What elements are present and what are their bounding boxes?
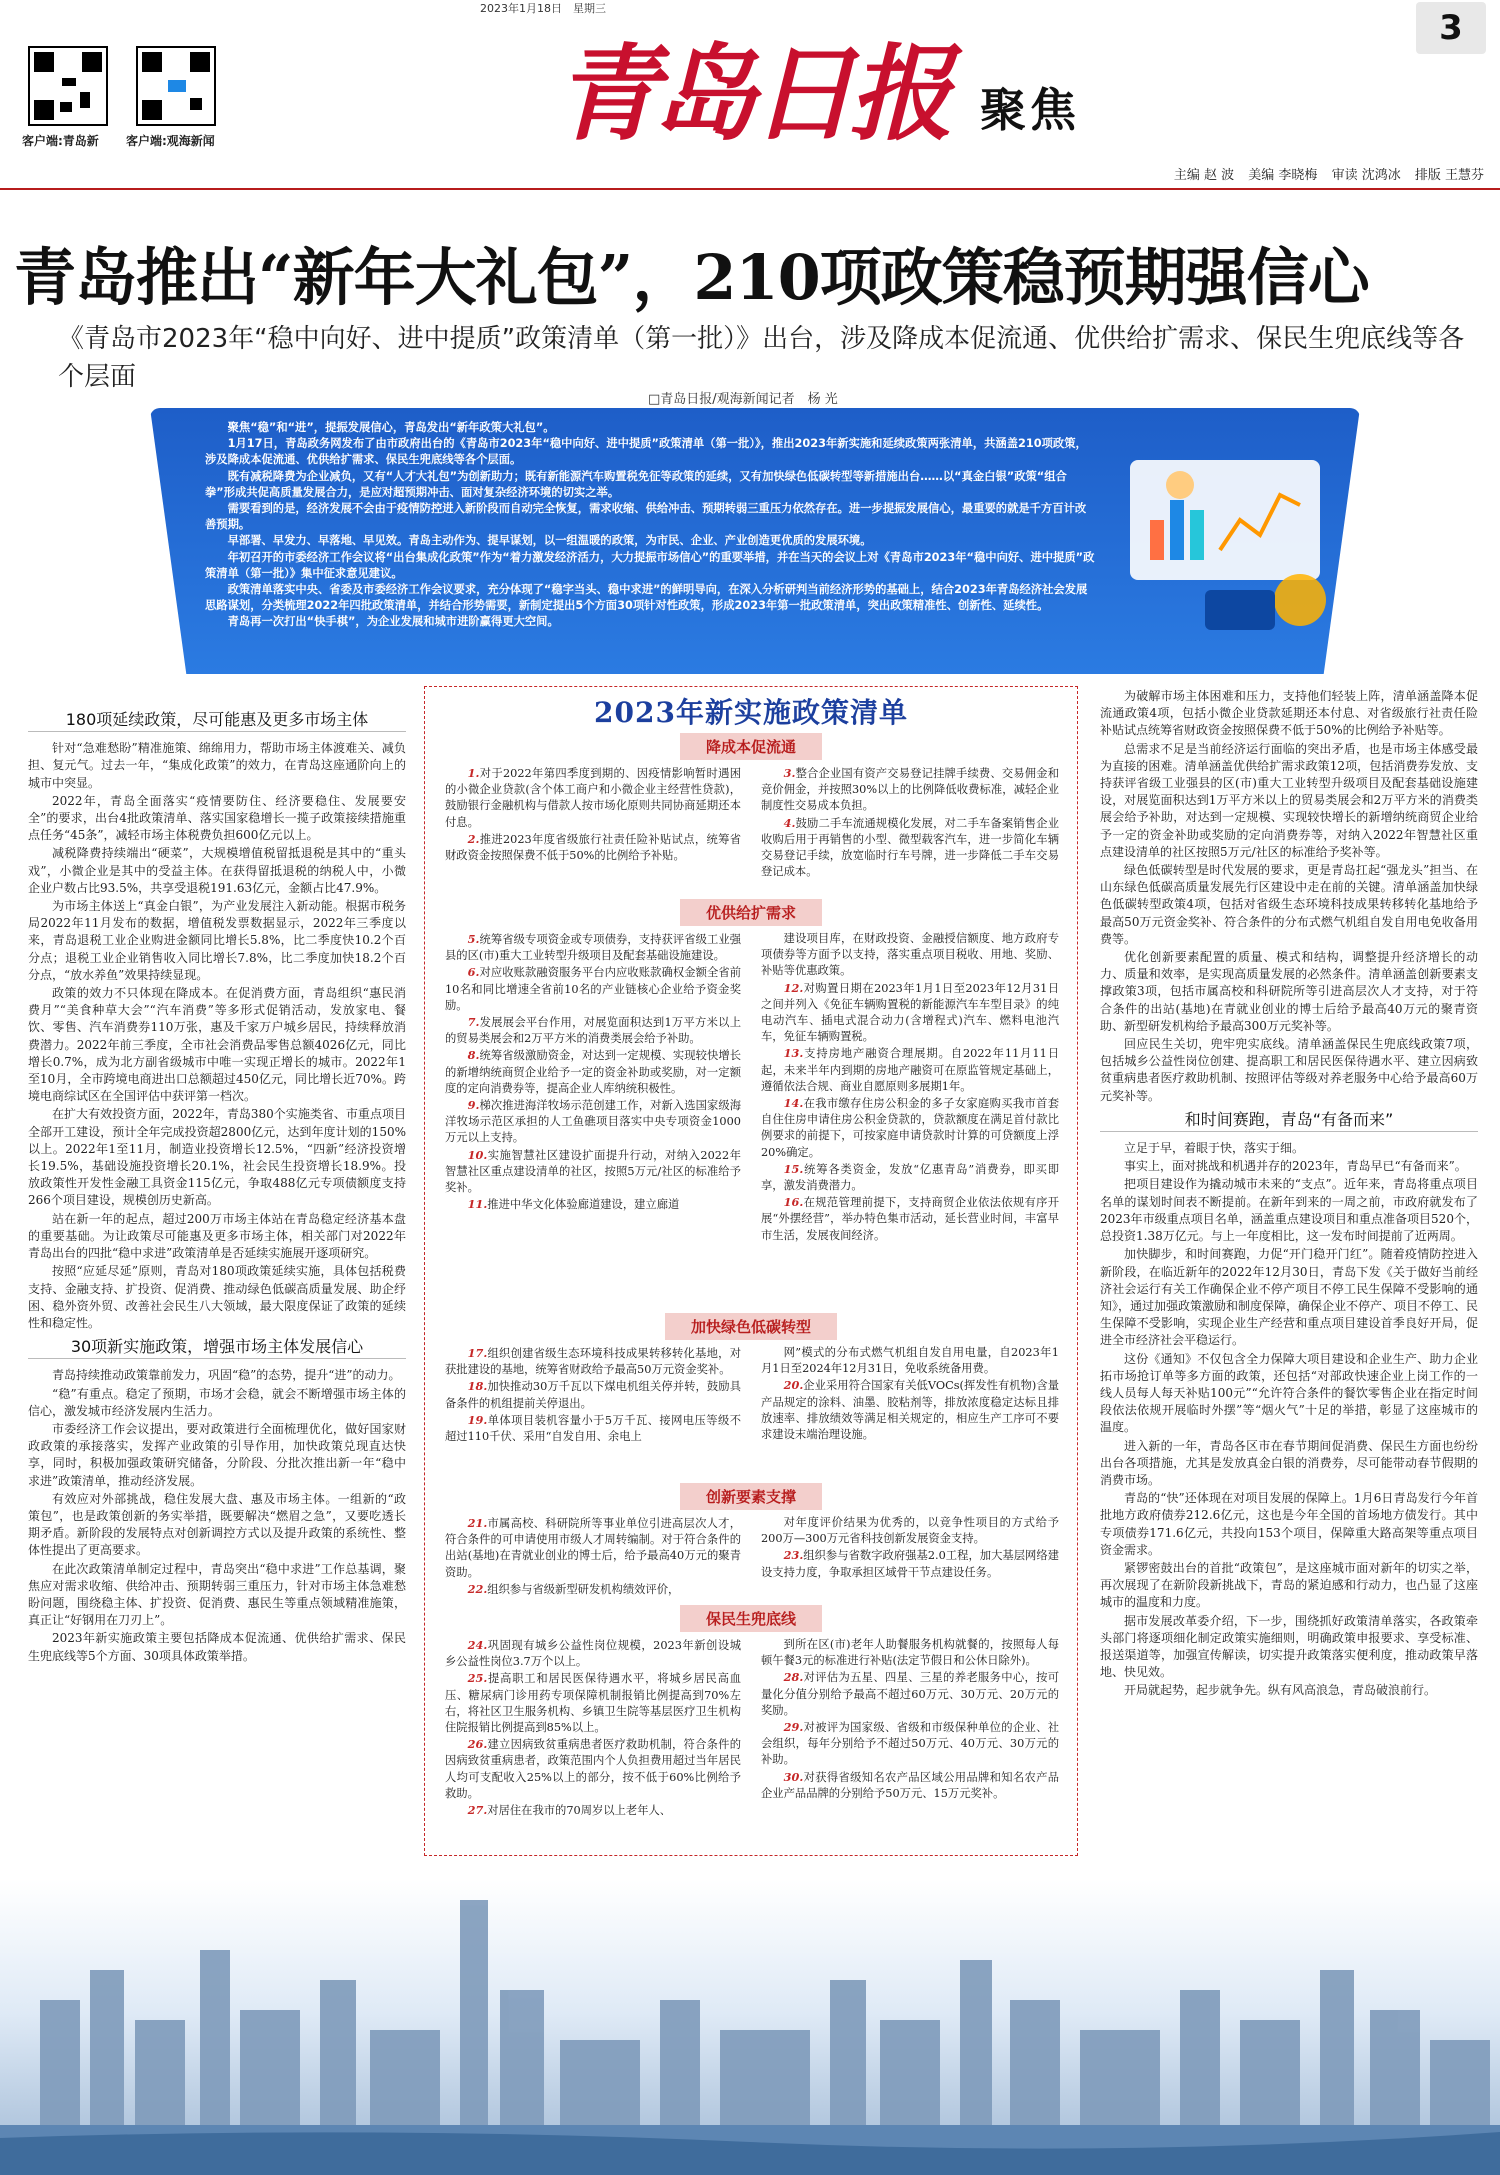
paragraph: 为市场主体送上“真金白银”，为产业发展注入新动能。根据市税务局2022年11月发布的数据，增值税发票数据显示，2022年三季度以来，青岛退税工业企业购进金额同比增长5.8%，比二季度快10.2个百分点；退税工业企业销售收入同比增长7.8%，比二季度加快18.2个百分点，“放水养鱼”效果持续显现。 bbox=[28, 899, 406, 982]
intro-paragraph: 政策清单落实中央、省委及市委经济工作会议要求，充分体现了“稳字当头、稳中求进”的鲜明导向，在深入分析研判当前经济形势的基础上，结合2023年青岛经济社会发展思路谋划，分类梳理2022年四批政策清单，并结合形势需要，新制定提出5个方面30项针对性政策，形成2023年第一批政策清单，突出政策精准性、创新性、延续性。 bbox=[205, 583, 1088, 613]
policy-number: 12 bbox=[783, 980, 800, 995]
policy-number: 28 bbox=[783, 1670, 800, 1685]
policy-number: 5 bbox=[467, 932, 476, 946]
policy-item: 22.组织参与省级新型研发机构绩效评价， bbox=[467, 1581, 680, 1596]
qr-code-icon bbox=[136, 46, 216, 126]
policy-text: 对评估为五星、四星、三星的养老服务中心，按可量化分值分别给予最高不超过60万元、30万元、20万元的奖励。 bbox=[761, 1671, 1059, 1717]
policy-text: 推进中华文化体验廊道建设，建立廊道 bbox=[487, 1198, 680, 1212]
category-label: 加快绿色低碳转型 bbox=[665, 1313, 837, 1340]
city-skyline-photo bbox=[0, 1880, 1500, 2175]
policy-text: 整合企业国有资产交易登记挂牌手续费、交易佣金和竞价佣金，并按照30%以上的比例降低收费标准，减轻企业制度性交易成本负担。 bbox=[761, 767, 1059, 813]
section-heading: 和时间赛跑，青岛“有备而来” bbox=[1100, 1111, 1478, 1132]
policy-item: 26.建立因病致贫重病患者医疗救助机制，符合条件的因病致贫重病患者，政策范围内个人负担费用超过当年居民人均可支配收入25%以上的部分，按不低于60%比例给予救助。 bbox=[445, 1737, 741, 1800]
category-label: 创新要素支撑 bbox=[680, 1483, 822, 1510]
policy-text: 统筹各类资金，发放“亿惠青岛”消费券，即买即享，激发消费潜力。 bbox=[761, 1162, 1059, 1193]
policy-item bbox=[761, 1515, 1059, 1547]
policy-text: 建立因病致贫重病患者医疗救助机制，符合条件的因病致贫重病患者，政策范围内个人负担费用超过当年居民人均可支配收入25%以上的部分，按不低于60%比例给予救助。 bbox=[445, 1738, 741, 1800]
policy-text: 在我市缴存住房公积金的多子女家庭购买我市首套自住住房申请住房公积金贷款的，贷款额度在满足首付款比例要求的前提下，可按家庭申请贷款时计算的可贷额度上浮20%确定。 bbox=[761, 1097, 1059, 1159]
policy-text: 单体项目装机容量小于5万千瓦、接网电压等级不超过110千伏、采用“自发自用、余电上 bbox=[445, 1413, 741, 1444]
paragraph: 青岛的“快”还体现在对项目发展的保障上。1月6日青岛发行今年首批地方政府债券212.6亿元，这也是今年全国的首场地方债发行。其中专项债券171.6亿元，共投向153个项目，保障重大路高架等重点项目资金需求。 bbox=[1100, 1491, 1478, 1557]
policy-item: 29.对被评为国家级、省级和市级保种单位的企业、社会组织，每年分别给予不超过50万元、40万元、30万元的补助。 bbox=[761, 1720, 1059, 1767]
policy-number: 11 bbox=[467, 1197, 484, 1212]
paragraph: 针对“急难愁盼”精准施策、绵绵用力，帮助市场主体渡难关、减负担、复元气。过去一年，“集成化政策”的效力，在青岛这座通阶向上的城市中突显。 bbox=[28, 741, 406, 790]
policy-column bbox=[445, 1345, 741, 1445]
policy-item: 17.组织创建省级生态环境科技成果转移转化基地，对获批建设的基地，统筹省财政给予最高50万元资金奖补。 bbox=[445, 1346, 741, 1377]
policy-list-box bbox=[424, 686, 1078, 1856]
policy-text: 巩固现有城乡公益性岗位规模，2023年新创设城乡公益性岗位3.7万个以上。 bbox=[445, 1639, 741, 1669]
intro-paragraph: 聚焦“稳”和“进”，提振发展信心，青岛发出“新年政策大礼包”。 bbox=[227, 421, 555, 434]
policy-text: 对应收账款融资服务平台内应收账款确权金额全省前10名和同比增速全省前10名的产业链核心企业给予资金奖励。 bbox=[445, 966, 741, 1012]
policy-text: 统筹省级专项资金或专项债券，支持获评省级工业强县的区(市)重大工业转型升级项目及配套基础设施建设。 bbox=[445, 933, 741, 963]
policy-number: 30 bbox=[783, 1769, 800, 1784]
policy-item: 3.整合企业国有资产交易登记挂牌手续费、交易佣金和竞价佣金，并按照30%以上的比例降低收费标准，减轻企业制度性交易成本负担。 bbox=[761, 766, 1059, 813]
byline: □青岛日报/观海新闻记者 杨 光 bbox=[648, 392, 838, 407]
section-heading: 180项延续政策，尽可能惠及更多市场主体 bbox=[28, 711, 406, 732]
policy-number: 21 bbox=[467, 1516, 484, 1530]
paragraph: 有效应对外部挑战，稳住发展大盘、惠及市场主体。一组新的“政策包”，也是政策创新的务实举措，既要解决“燃眉之急”，又要吃透长期矛盾。新阶段的发展特点对创新调控方式以及提升政策的系统性、整体性提出了更高要求。 bbox=[28, 1491, 406, 1558]
policy-number: 13 bbox=[783, 1046, 800, 1061]
policy-item: 25.提高职工和居民医保待遇水平，将城乡居民高血压、糖尿病门诊用药专项保障机制报销比例提高到70%左右，将社区卫生服务机构、乡镇卫生院等基层医疗卫生机构住院报销比例提高到85%以上。 bbox=[445, 1671, 741, 1735]
policy-item: 7.发展展会平台作用，对展览面积达到1万平方米以上的贸易类展会和2万平方米的消费类展会给予补助。 bbox=[445, 1015, 741, 1046]
policy-text: 在规范管理前提下，支持商贸企业依法依规有序开展“外摆经营”，举办特色集市活动，延长营业时间，丰富早市生活，发展夜间经济。 bbox=[761, 1196, 1059, 1242]
policy-text: 对被评为国家级、省级和市级保种单位的企业、社会组织，每年分别给予不超过50万元、40万元、30万元的补助。 bbox=[761, 1721, 1059, 1767]
category-label: 优供给扩需求 bbox=[680, 899, 822, 926]
policy-column bbox=[761, 1515, 1059, 1581]
intro-paragraph: 既有减税降费为企业减负，又有“人才大礼包”为创新助力；既有新能源汽车购置税免征等政策的延续，又有加快绿色低碳转型等新措施出台……以“真金白银”政策“组合拳”形成共促高质量发展合力，是应对超预期冲击、面对复杂经济环境的切实之举。 bbox=[205, 469, 1067, 499]
policy-item bbox=[761, 931, 1059, 980]
intro-paragraph: 早部署、早发力、早落地、早见效。青岛主动作为、提早谋划，以一组温暖的政策，为市民、企业、产业创造更优质的发展环境。 bbox=[227, 534, 872, 548]
intro-paragraph: 青岛再一次打出“快手棋”，为企业发展和城市进阶赢得更大空间。 bbox=[227, 615, 559, 629]
policy-column bbox=[761, 765, 1059, 880]
policy-column bbox=[445, 931, 741, 1213]
policy-text: 对于2022年第四季度到期的、因疫情影响暂时遇困的小微企业贷款(含个体工商户和小微企业主经营性贷款)，鼓励银行金融机构与借款人按市场化原则共同协商延期还本付息。 bbox=[445, 767, 741, 829]
paragraph: 按照“应延尽延”原则，青岛对180项政策延续实施，具体包括税费支持、金融支持、扩投资、促消费、推动绿色低碳高质量发展、助企纾困、稳外资外贸、改善社会民生八大领域，最大限度保证了政策的延续性和稳定性。 bbox=[28, 1264, 406, 1330]
policy-text: 到所在区(市)老年人助餐服务机构就餐的，按照每人每顿午餐3元的标准进行补贴(法定节假日和公休日除外)。 bbox=[761, 1638, 1059, 1668]
policy-item: 9.梯次推进海洋牧场示范创建工作，对新入选国家级海洋牧场示范区承担的人工鱼礁项目落实中央专项资金1000万元以上支持。 bbox=[445, 1098, 741, 1145]
policy-number: 9 bbox=[467, 1098, 476, 1113]
policy-number: 7 bbox=[467, 1015, 476, 1030]
intro-paragraph: 1月17日，青岛政务网发布了由市政府出台的《青岛市2023年“稳中向好、进中提质”政策清单（第一批）》，推出2023年新实施和延续政策两张清单，共涵盖210项政策，涉及降成本促流通、优供给扩需求、保民生兜底线等各个层面。 bbox=[205, 437, 1087, 467]
paragraph: 回应民生关切，兜牢兜实底线。清单涵盖保民生兜底线政策7项，包括城乡公益性岗位创建、提高职工和居民医保待遇水平、建立因病致贫重病患者医疗救助机制、按照评估等级对养老服务中心给予最高60万元奖补等。 bbox=[1100, 1037, 1478, 1103]
paragraph: 站在新一年的起点，超过200万市场主体站在青岛稳定经济基本盘的重要基础。为让政策尽可能惠及更多市场主体，相关部门对2022年青岛出台的四批“稳中求进”政策清单是否延续实施展开逐项研究。 bbox=[28, 1211, 406, 1261]
policy-number: 16 bbox=[783, 1195, 800, 1210]
qr-code-icon bbox=[28, 46, 108, 126]
policy-number: 15 bbox=[783, 1161, 800, 1176]
policy-item: 11.推进中华文化体验廊道建设，建立廊道 bbox=[467, 1197, 680, 1212]
policy-item: 6.对应收账款融资服务平台内应收账款确权金额全省前10名和同比增速全省前10名的产业链核心企业给予资金奖励。 bbox=[445, 965, 741, 1012]
newspaper-logo bbox=[545, 30, 965, 150]
paragraph: “稳”有重点。稳定了预期，市场才会稳，就会不断增强市场主体的信心，激发城市经济发展内生活力。 bbox=[28, 1386, 406, 1418]
qr-caption: 客户端:观海新闻 bbox=[126, 134, 215, 148]
data-illustration-icon bbox=[1110, 440, 1340, 640]
policy-number: 26 bbox=[467, 1737, 484, 1752]
top-bar bbox=[0, 0, 1500, 14]
policy-text: 组织参与省数字政府强基2.0工程，加大基层网络建设支持力度，争取承担区域骨干节点建设任务。 bbox=[761, 1549, 1059, 1579]
policy-text: 支持房地产融资合理展期。自2022年11月11日起，未来半年内到期的房地产融资可在原监管规定基础上，遵循依法合规、商业自愿原则多展期1年。 bbox=[761, 1047, 1059, 1093]
policy-number: 4 bbox=[783, 815, 792, 830]
paragraph: 在扩大有效投资方面，2022年，青岛380个实施类省、市重点项目全部开工建设，预计全年完成投资超2800亿元，达到年度计划的150%以上。2022年1至11月，制造业投资增长12.5%，“四新”经济投资增长19.5%，基础设施投资增长20.1%，社会民生投资增长18.9%。投放政策性开发性金融工具资金115亿元，争取488亿元专项债额度支持266个项目建设，规模创历史新高。 bbox=[28, 1107, 406, 1208]
policy-text: 梯次推进海洋牧场示范创建工作，对新入选国家级海洋牧场示范区承担的人工鱼礁项目落实中央专项资金1000万元以上支持。 bbox=[445, 1099, 741, 1145]
policy-number: 10 bbox=[467, 1147, 484, 1162]
policy-item: 5.统筹省级专项资金或专项债券，支持获评省级工业强县的区(市)重大工业转型升级项目及配套基础设施建设。 bbox=[445, 932, 741, 963]
paragraph: 据市发展改革委介绍，下一步，围绕抓好政策清单落实，各政策牵头部门将逐项细化制定政策实施细则，明确政策申报要求、享受标准、报送渠道等，加强宣传解读，切实提升政策落实便利度，推动政策早落地、快见效。 bbox=[1100, 1613, 1478, 1680]
issue-date: 2023年1月18日 星期三 bbox=[480, 2, 606, 15]
policy-text: 推进2023年度省级旅行社责任险补贴试点，统筹省财政资金按照保费不低于50%的比例给予补贴。 bbox=[445, 832, 741, 863]
policy-item: 21.市属高校、科研院所等事业单位引进高层次人才，符合条件的可申请使用市级人才周转编制。对于符合条件的出站(基地)在青就业创业的博士后，给予最高40万元的聚青资助。 bbox=[445, 1516, 741, 1579]
policy-text: 对购置日期在2023年1月1日至2023年12月31日之间并列入《免征车辆购置税的新能源汽车车型目录》的纯电动汽车、插电式混合动力(含增程式)汽车、燃料电池汽车，免征车辆购置税。 bbox=[761, 981, 1059, 1044]
paragraph: 在此次政策清单制定过程中，青岛突出“稳中求进”工作总基调，聚焦应对需求收缩、供给冲击、预期转弱三重压力，针对市场主体急难愁盼问题，围绕稳主体、扩投资、促消费、惠民生等重点领域精准施策，真正让“好钢用在刀刃上”。 bbox=[28, 1561, 406, 1628]
policy-number: 17 bbox=[467, 1346, 484, 1360]
policy-text: 对获得省级知名农产品区域公用品牌和知名农产品企业产品品牌的分别给予50万元、15万元奖补。 bbox=[761, 1770, 1059, 1800]
headline: 青岛推出“新年大礼包”，210项政策稳预期强信心 bbox=[14, 241, 1369, 314]
policy-item: 19.单体项目装机容量小于5万千瓦、接网电压等级不超过110千伏、采用“自发自用、余电上 bbox=[445, 1412, 741, 1444]
policy-item bbox=[761, 1345, 1059, 1377]
editor-credit: 审读 沈鸿冰 bbox=[1331, 168, 1401, 183]
paragraph: 青岛持续推动政策靠前发力，巩固“稳”的态势，提升“进”的动力。 bbox=[52, 1368, 401, 1383]
policy-number: 1 bbox=[467, 766, 476, 780]
policy-text: 统筹省级激励资金，对达到一定规模、实现较快增长的新增纳统商贸企业给予一定的资金补助或奖励，对一定额度的定向消费券等，提高企业人库纳统积极性。 bbox=[445, 1049, 741, 1095]
policy-item: 15.统筹各类资金，发放“亿惠青岛”消费券，即买即享，激发消费潜力。 bbox=[761, 1161, 1059, 1193]
policy-text: 发展展会平台作用，对展览面积达到1万平方米以上的贸易类展会和2万平方米的消费类展会给予补助。 bbox=[445, 1016, 741, 1046]
policy-text: 加快推动30万千瓦以下煤电机组关停并转，鼓励具备条件的机组提前关停退出。 bbox=[445, 1380, 741, 1410]
policy-item: 14.在我市缴存住房公积金的多子女家庭购买我市首套自住住房申请住房公积金贷款的，贷款额度在满足首付款比例要求的前提下，可按家庭申请贷款时计算的可贷额度上浮20%确定。 bbox=[761, 1096, 1059, 1159]
policy-column bbox=[445, 1637, 741, 1819]
policy-item: 27.对居住在我市的70周岁以上老年人、 bbox=[467, 1803, 672, 1818]
policy-text: 市属高校、科研院所等事业单位引进高层次人才，符合条件的可申请使用市级人才周转编制。对于符合条件的出站(基地)在青就业创业的博士后，给予最高40万元的聚青资助。 bbox=[445, 1517, 741, 1579]
paragraph: 政策的效力不只体现在降成本。在促消费方面，青岛组织“惠民消费月”“美食种草大会”“汽车消费”等多形式促销活动，发放家电、餐饮、零售、汽车消费券110万张，惠及千家万户城乡居民，持续释放消费潜力。2022年前三季度，全市社会消费品零售总额4026亿元，同比增长0.7%，成为北方副省级城市中唯一实现正增长的城市。2022年1至10月，全市跨境电商进出口总额超过450亿元，同比增长近70%。跨境电商综试区在全国评估中获评第一档次。 bbox=[28, 986, 406, 1104]
paragraph: 进入新的一年，青岛各区市在春节期间促消费、保民生方面也纷纷出台各项措施，尤其是发放真金白银的消费券，尽可能带动春节假期的消费市场。 bbox=[1100, 1438, 1478, 1487]
left-column bbox=[28, 705, 406, 1666]
policy-item: 4.鼓励二手车流通规模化发展，对二手车备案销售企业收购后用于再销售的小型、微型载客汽车，进一步简化车辆交易登记手续，放宽临时行车号牌，进一步降低二手车交易登记成本。 bbox=[761, 815, 1059, 879]
policy-number: 23 bbox=[783, 1548, 800, 1563]
policy-text: 实施智慧社区建设扩面提升行动，对纳入2022年智慧社区重点建设清单的社区，按照5万元/社区的标准给予奖补。 bbox=[445, 1148, 741, 1195]
section-heading: 30项新实施政策，增强市场主体发展信心 bbox=[28, 1338, 406, 1359]
policy-item: 23.组织参与省数字政府强基2.0工程，加大基层网络建设支持力度，争取承担区域骨干节点建设任务。 bbox=[761, 1548, 1059, 1579]
policy-number: 8 bbox=[467, 1048, 476, 1063]
policy-number: 25 bbox=[467, 1671, 484, 1686]
paragraph: 总需求不足是当前经济运行面临的突出矛盾，也是市场主体感受最为直接的困难。清单涵盖优供给扩需求政策12项，包括消费券发放、支持获评省级工业强县的区(市)重大工业转型升级项目及配套基础设施建设，对展览面积达到1万平方米以上的贸易类展会和2万平方米的消费类展会给予补助，对达到一定规模、实现较快增长的新增纳统商贸企业给予一定的资金补助或奖励的定向消费券等，对纳入2022年智慧社区重点建设清单的社区按照5万元/社区的标准给予奖补等。 bbox=[1100, 741, 1478, 859]
paragraph: 开局就起势，起步就争先。纵有风高浪急，青岛破浪前行。 bbox=[1124, 1683, 1437, 1698]
policy-number: 29 bbox=[783, 1720, 800, 1735]
policy-text: 建设项目库，在财政投资、金融授信额度、地方政府专项债券等方面予以支持，落实重点项目税收、用地、奖励、补贴等优惠政策。 bbox=[761, 932, 1059, 978]
paragraph: 事实上，面对挑战和机遇并存的2023年，青岛早已“有备而来”。 bbox=[1124, 1159, 1467, 1174]
policy-item: 20.企业采用符合国家有关低VOCs(挥发性有机物)含量产品规定的涂料、油墨、胶粘剂等，排放浓度稳定达标且排放速率、排放绩效等满足相关规定的，相应生产工序可不要求建设末端治理设施。 bbox=[761, 1378, 1059, 1442]
policy-column bbox=[761, 1345, 1059, 1443]
policy-number: 14 bbox=[783, 1096, 800, 1111]
policy-number: 19 bbox=[467, 1412, 484, 1427]
policy-number: 20 bbox=[783, 1378, 800, 1393]
intro-text bbox=[205, 420, 1095, 631]
right-column bbox=[1100, 688, 1478, 1701]
policy-item bbox=[761, 1637, 1059, 1669]
policy-column bbox=[761, 1637, 1059, 1802]
editor-credits bbox=[1164, 164, 1484, 183]
intro-paragraph: 年初召开的市委经济工作会议将“出台集成化政策”作为“着力激发经济活力，大力提振市场信心”的重要举措，并在当天的会议上对《青岛市2023年“稳中向好、进中提质”政策清单（第一批）》集中征求意见建议。 bbox=[205, 550, 1095, 580]
policy-text: 企业采用符合国家有关低VOCs(挥发性有机物)含量产品规定的涂料、油墨、胶粘剂等，排放浓度稳定达标且排放速率、排放绩效等满足相关规定的，相应生产工序可不要求建设末端治理设施。 bbox=[761, 1379, 1059, 1442]
policy-item: 16.在规范管理前提下，支持商贸企业依法依规有序开展“外摆经营”，举办特色集市活动，延长营业时间，丰富早市生活，发展夜间经济。 bbox=[761, 1195, 1059, 1242]
policy-column bbox=[445, 765, 741, 864]
svg-text:青岛日报: 青岛日报 bbox=[555, 32, 948, 150]
category-label: 保民生兜底线 bbox=[680, 1605, 822, 1632]
policy-number: 22 bbox=[467, 1581, 484, 1596]
policy-item: 2.推进2023年度省级旅行社责任险补贴试点，统筹省财政资金按照保费不低于50%的比例给予补贴。 bbox=[445, 831, 741, 863]
policy-number: 27 bbox=[467, 1803, 484, 1818]
policy-list-title: 2023年新实施政策清单 bbox=[594, 696, 908, 729]
editor-credit: 主编 赵 波 bbox=[1173, 168, 1235, 183]
editor-credit: 美编 李晓梅 bbox=[1248, 168, 1318, 183]
policy-number: 6 bbox=[467, 965, 476, 980]
intro-paragraph: 需要看到的是，经济发展不会由于疫情防控进入新阶段而自动完全恢复，需求收缩、供给冲击、预期转弱三重压力依然存在。进一步提振发展信心，最重要的就是千方百计改善预期。 bbox=[205, 502, 1087, 532]
policy-item: 12.对购置日期在2023年1月1日至2023年12月31日之间并列入《免征车辆购置税的新能源汽车车型目录》的纯电动汽车、插电式混合动力(含增程式)汽车、燃料电池汽车，免征车辆购置税。 bbox=[761, 980, 1059, 1044]
paragraph: 2022年，青岛全面落实“疫情要防住、经济要稳住、发展要安全”的要求，出台4批政策清单、落实国家稳增长一揽子政策接续措施重点任务“45条”，减轻市场主体税费负担600亿元以上。 bbox=[28, 793, 406, 843]
paragraph: 立足于早，着眼于快，落实于细。 bbox=[1124, 1141, 1305, 1156]
policy-text: 组织创建省级生态环境科技成果转移转化基地，对获批建设的基地，统筹省财政给予最高50万元资金奖补。 bbox=[445, 1347, 741, 1377]
subheadline: 《青岛市2023年“稳中向好、进中提质”政策清单（第一批）》出台，涉及降成本促流通、优供给扩需求、保民生兜底线等各个层面 bbox=[58, 324, 1465, 392]
policy-text: 对居住在我市的70周岁以上老年人、 bbox=[487, 1804, 672, 1818]
paragraph: 市委经济工作会议提出，要对政策进行全面梳理优化，做好国家财政政策的承接落实，发挥产业政策的引导作用，加快政策兑现直达快享，同时，积极加强政策研究储备，分阶段、分批次推出新一年“稳中求进”政策清单，推动经济发展。 bbox=[28, 1421, 406, 1488]
paragraph: 紧锣密鼓出台的首批“政策包”，是这座城市面对新年的切实之举，再次展现了在新阶段新挑战下，青岛的紧迫感和行动力，也凸显了这座城市的温度和力度。 bbox=[1100, 1560, 1478, 1610]
policy-number: 3 bbox=[783, 766, 792, 780]
paragraph: 绿色低碳转型是时代发展的要求，更是青岛扛起“强龙头”担当、在山东绿色低碳高质量发展先行区建设中走在前的关键。清单涵盖加快绿色低碳转型政策4项，包括对省级生态环境科技成果转移转化基地给予最高50万元资金奖补、符合条件的分布式燃气机组自发自用电免收备用费等。 bbox=[1100, 863, 1478, 946]
paragraph: 这份《通知》不仅包含全力保障大项目建设和企业生产、助力企业拓市场抢订单等多方面的政策，还包括“对部政快速企业上岗工作的一线人员每人每天补贴100元”“允许符合条件的餐饮零售企业在指定时间段依法依规开展临时外摆”等“烟火气”十足的举措，彰显了这座城市的温度。 bbox=[1100, 1351, 1478, 1435]
policy-item: 18.加快推动30万千瓦以下煤电机组关停并转，鼓励具备条件的机组提前关停退出。 bbox=[445, 1379, 741, 1410]
policy-text: 鼓励二手车流通规模化发展，对二手车备案销售企业收购后用于再销售的小型、微型载客汽车，进一步简化车辆交易登记手续，放宽临时行车号牌，进一步降低二手车交易登记成本。 bbox=[761, 816, 1059, 879]
policy-text: 提高职工和居民医保待遇水平，将城乡居民高血压、糖尿病门诊用药专项保障机制报销比例提高到70%左右，将社区卫生服务机构、乡镇卫生院等基层医疗卫生机构住院报销比例提高到85%以上。 bbox=[445, 1672, 741, 1735]
policy-text: 对年度评价结果为优秀的，以竞争性项目的方式给予200万—300万元省科技创新发展资金支持。 bbox=[761, 1516, 1059, 1546]
paragraph: 减税降费持续端出“硬菜”，大规模增值税留抵退税是其中的“重头戏”，小微企业是其中的受益主体。在获得留抵退税的纳税人中，小微企业户数占比93.5%，共享受退税191.63亿元，金额占比47.9%。 bbox=[28, 846, 406, 895]
policy-item: 10.实施智慧社区建设扩面提升行动，对纳入2022年智慧社区重点建设清单的社区，按照5万元/社区的标准给予奖补。 bbox=[445, 1147, 741, 1195]
policy-item: 8.统筹省级激励资金，对达到一定规模、实现较快增长的新增纳统商贸企业给予一定的资金补助或奖励，对一定额度的定向消费券等，提高企业人库纳统积极性。 bbox=[445, 1048, 741, 1095]
policy-text: 网”模式的分布式燃气机组自发自用电量，自2023年1月1日至2024年12月31日，免收系统备用费。 bbox=[761, 1346, 1059, 1376]
paragraph: 优化创新要素配置的质量、模式和结构，调整提升经济增长的动力、质量和效率，是实现高质量发展的必然条件。清单涵盖创新要素支撑政策3项，包括市属高校和科研院所等引进高层次人才支持，对于符合条件的出站(基地)在青就业创业的博士后给予最高40万元的聚青资助、新型研发机构给予最高300万元奖补等。 bbox=[1100, 950, 1478, 1033]
paragraph: 把项目建设作为撬动城市未来的“支点”。近年来，青岛将重点项目名单的谋划时间表不断提前。在新年到来的一周之前，市政府就发布了2023年市级重点项目名单，涵盖重点建设项目和重点准备项目520个，总投资1.38万亿元。与上一年度相比，这一发布时间提前了近两周。 bbox=[1100, 1177, 1478, 1244]
qr-caption: 客户端:青岛新 bbox=[22, 134, 99, 148]
section-name: 聚焦 bbox=[980, 83, 1080, 137]
page-number: 3 bbox=[1416, 2, 1486, 54]
policy-number: 24 bbox=[467, 1638, 484, 1652]
policy-column bbox=[445, 1515, 741, 1598]
policy-number: 2 bbox=[467, 831, 476, 846]
policy-item: 28.对评估为五星、四星、三星的养老服务中心，按可量化分值分别给予最高不超过60万元、30万元、20万元的奖励。 bbox=[761, 1670, 1059, 1717]
policy-item: 1.对于2022年第四季度到期的、因疫情影响暂时遇困的小微企业贷款(含个体工商户和小微企业主经营性贷款)，鼓励银行金融机构与借款人按市场化原则共同协商延期还本付息。 bbox=[445, 766, 741, 829]
paragraph: 2023年新实施政策主要包括降成本促流通、优供给扩需求、保民生兜底线等5个方面、30项具体政策举措。 bbox=[28, 1631, 406, 1663]
editor-credit: 排版 王慧芬 bbox=[1414, 168, 1484, 183]
policy-item: 13.支持房地产融资合理展期。自2022年11月11日起，未来半年内到期的房地产融资可在原监管规定基础上，遵循依法合规、商业自愿原则多展期1年。 bbox=[761, 1046, 1059, 1093]
paragraph: 加快脚步，和时间赛跑，力促“开门稳开门红”。随着疫情防控进入新阶段，在临近新年的2022年12月30日，青岛下发《关于做好当前经济社会运行有关工作确保企业不停产项目不停工民生保障不受影响的通知》，通过加强政策激励和制度保障，确保企业不停产、项目不停工、民生保障不受影响，实现企业生产经营和重点项目建设首季良好开局，促进全市经济社会平稳运行。 bbox=[1100, 1247, 1479, 1348]
policy-number: 18 bbox=[467, 1379, 484, 1394]
policy-text: 组织参与省级新型研发机构绩效评价， bbox=[487, 1582, 680, 1596]
category-label: 降成本促流通 bbox=[680, 733, 822, 760]
policy-item: 24.巩固现有城乡公益性岗位规模，2023年新创设城乡公益性岗位3.7万个以上。 bbox=[445, 1638, 741, 1669]
masthead-divider bbox=[0, 188, 1500, 190]
policy-column bbox=[761, 931, 1059, 1244]
paragraph: 为破解市场主体困难和压力，支持他们轻装上阵，清单涵盖降本促流通政策4项，包括小微企业贷款延期还本付息、对省级旅行社责任险补贴试点统筹省财政资金按照保费不低于50%的比例给予补贴等。 bbox=[1100, 689, 1478, 738]
policy-item: 30.对获得省级知名农产品区域公用品牌和知名农产品企业产品品牌的分别给予50万元、15万元奖补。 bbox=[761, 1769, 1059, 1800]
